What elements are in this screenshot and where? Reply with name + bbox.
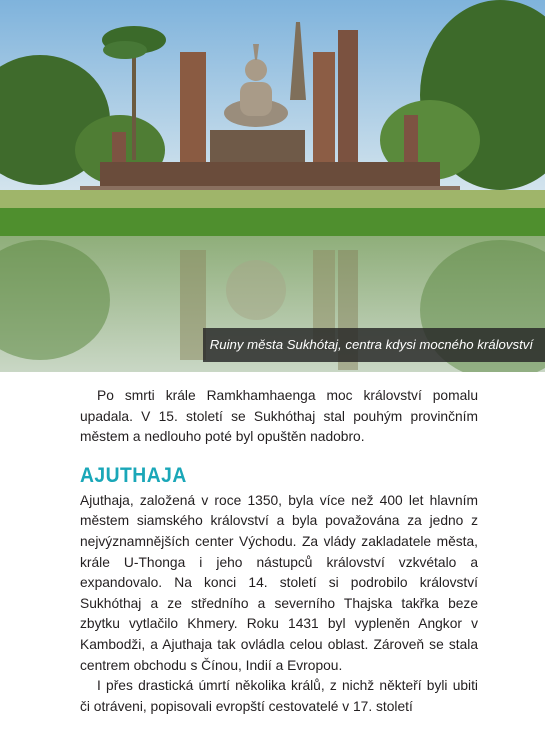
temple-ruins-illustration — [0, 0, 545, 372]
article-body — [80, 386, 478, 717]
paragraph-ajuthaja-1: Ajuthaja, založená v roce 1350, byla více než 400 let hlavním městem siamského království a byla považována za jedno z nejvýznamnějších center Východu. Za vlády zakladatele města, krále U-Thonga i jeho nástupců království vzkvétalo a expandovalo. Na konci 14. století si podrobilo království Sukhóthaj a ze středního a severního Thajska takřka beze zbytku vytlačilo Khmery. Roku 1431 byl vypleněn Angkor v Kambodži, a Ajuthaja tak ovládla celou oblast. Zároveň se stala centrem obchodu s Čínou, Indií a Evropou. — [80, 492, 478, 673]
section-heading: AJUTHAJA — [80, 463, 187, 487]
photo-caption: Ruiny města Sukhótaj, centra kdysi mocného království — [203, 328, 545, 362]
intro-paragraph: Po smrti krále Ramkhamhaenga moc království pomalu upadala. V 15. století se Sukhóthaj stal pouhým provinčním městem a nedlouho poté byl opuštěn nadobro. — [80, 388, 478, 445]
paragraph-ajuthaja-2: I přes drastická úmrtí několika králů, z nichž někteří byli ubiti či otráveni, popisovali evropští cestovatelé v 17. století — [80, 678, 478, 714]
temple-photo — [0, 0, 545, 372]
